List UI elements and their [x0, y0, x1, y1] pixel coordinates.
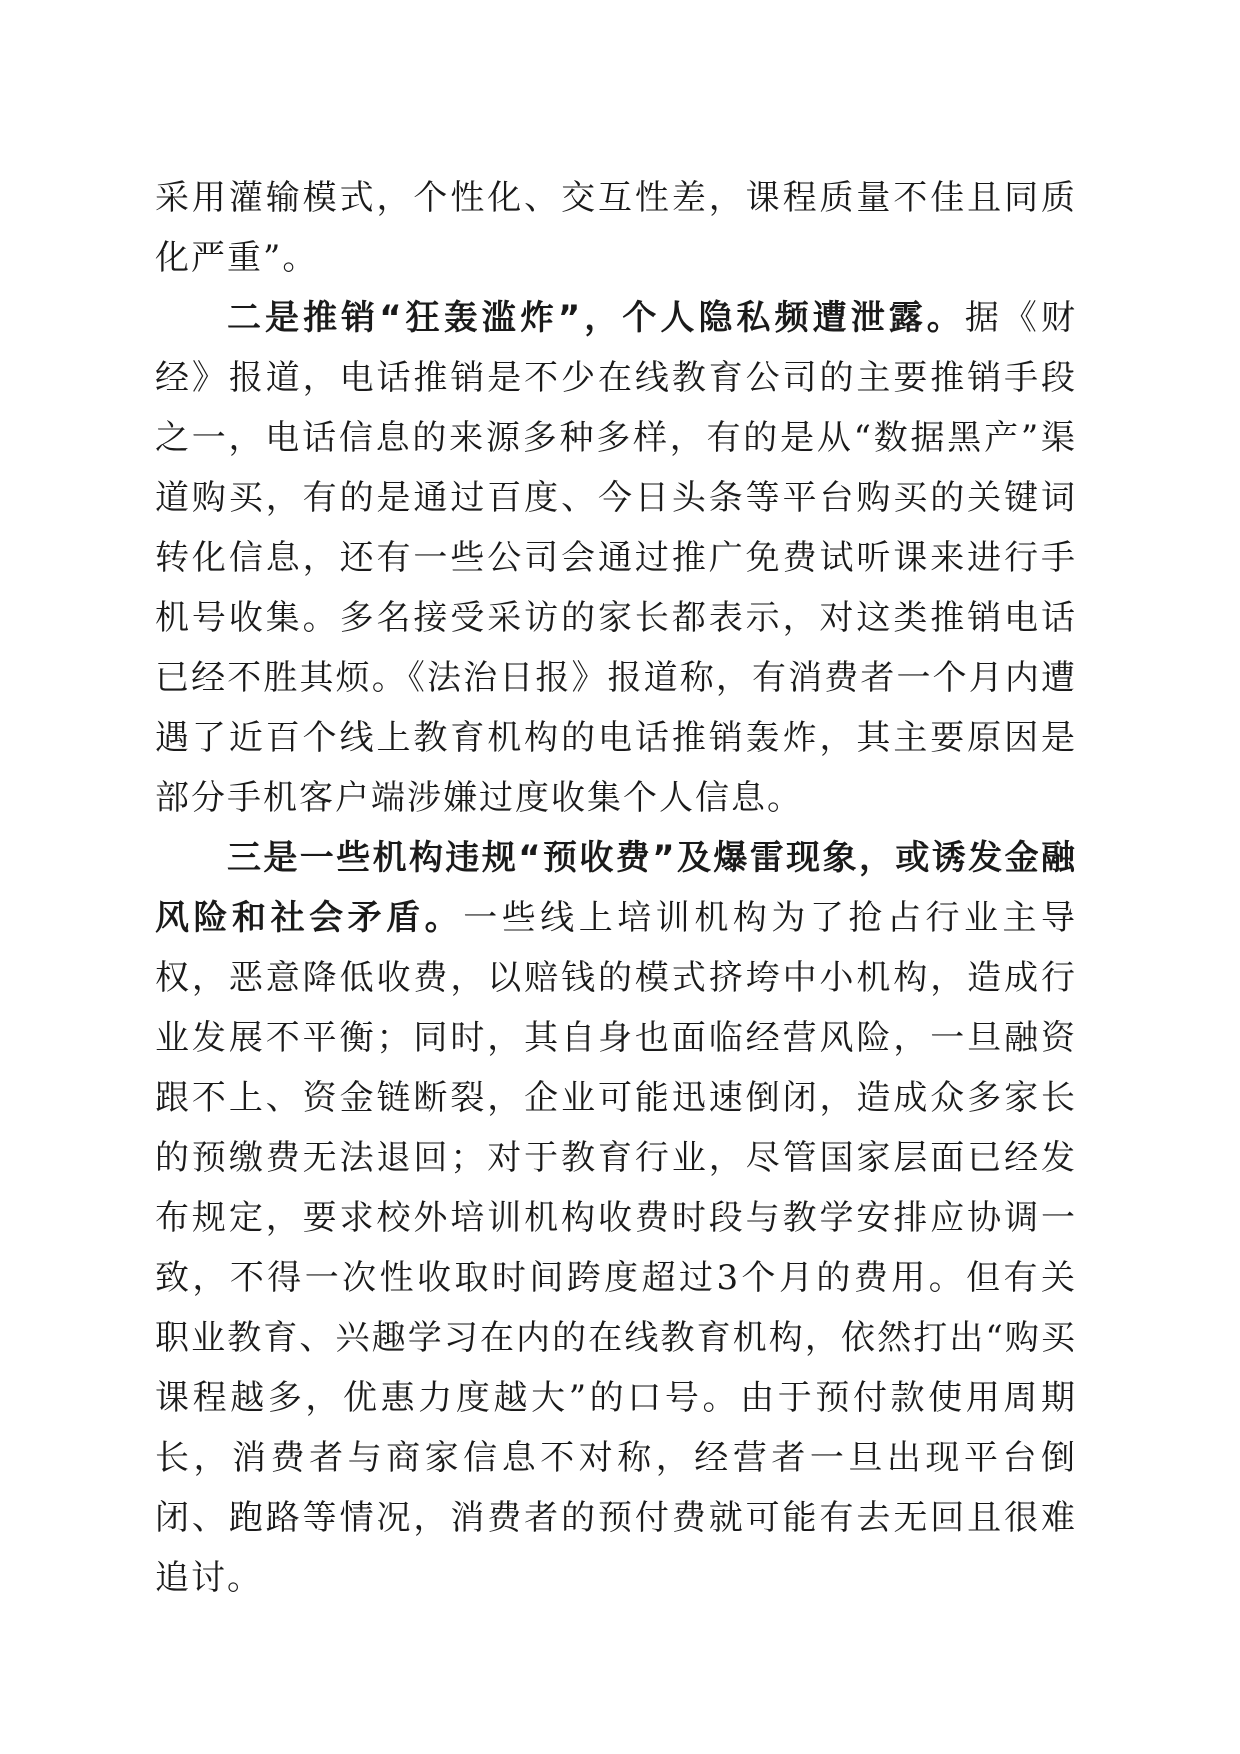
paragraph-body-text: 一些线上培训机构为了抢占行业主导权，恶意降低收费，以赔钱的模式挤垮中小机构，造成行业发展不平衡；同时，其自身也面临经营风险，一旦融资跟不上、资金链断裂，企业可能迅速倒闭，造成众多家长的预缴费无法退回；对于教育行业，尽管国家层面已经发布规定，要求校外培训机构收费时段与教学安排应协调一致，不得一次性收取时间跨度超过3个月的费用。但有关职业教育、兴趣学习在内的在线教育机构，依然打出“购买课程越多，优惠力度越大”的口号。由于预付款使用周期长，消费者与商家信息不对称，经营者一旦出现平台倒闭、跑路等情况，消费者的预付费就可能有去无回且很难追讨。: [155, 898, 1078, 1598]
paragraph-body-text: 据《财经》报道，电话推销是不少在线教育公司的主要推销手段之一，电话信息的来源多种多样，有的是从“数据黑产”渠道购买，有的是通过百度、今日头条等平台购买的关键词转化信息，还有一些公司会通过推广免费试听课来进行手机号收集。多名接受采访的家长都表示，对这类推销电话已经不胜其烦。《法治日报》报道称，有消费者一个月内遭遇了近百个线上教育机构的电话推销轰炸，其主要原因是部分手机客户端涉嫌过度收集个人信息。: [155, 298, 1077, 818]
paragraph-prepayment-risk: [155, 828, 1077, 1608]
paragraph-telemarketing-privacy: [155, 288, 1077, 828]
paragraph-body-text: 采用灌输模式，个性化、交互性差，课程质量不佳且同质化严重”。: [155, 178, 1077, 278]
document-body: [155, 168, 1077, 1608]
paragraph-lead-heading: 二是推销“狂轰滥炸”，个人隐私频遭泄露。: [227, 298, 965, 338]
paragraph-lead-heading: 三是一些机构违规“预收费”及爆雷现象，或诱发金融风险和社会矛盾。: [155, 838, 1077, 938]
paragraph-continuation: [155, 168, 1077, 288]
